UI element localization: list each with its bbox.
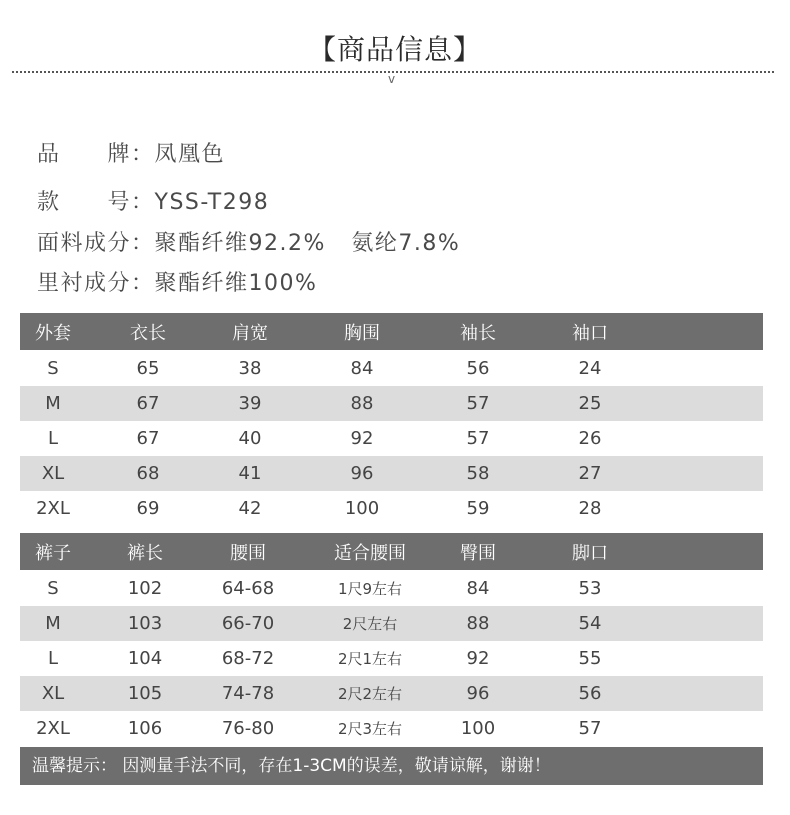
- table-cell: 53: [578, 578, 602, 599]
- table-cell: 105: [127, 683, 163, 704]
- table-cell: 57: [578, 718, 602, 739]
- table-cell: 2尺2左右: [337, 685, 403, 703]
- table-cell: 88: [350, 393, 374, 414]
- info-style-number: [20, 158, 270, 215]
- jacket-header-cell: 袖长: [460, 322, 496, 344]
- pants-header-cell: 脚口: [572, 542, 608, 564]
- table-cell: 38: [238, 358, 262, 379]
- table-cell: 92: [466, 648, 490, 669]
- table-cell: 100: [344, 498, 380, 519]
- pants-header-cell: 裤子: [35, 542, 71, 564]
- table-row: [20, 386, 763, 421]
- table-cell: 54: [578, 613, 602, 634]
- table-cell: 65: [136, 358, 160, 379]
- table-cell: 102: [127, 578, 163, 599]
- table-cell: 100: [460, 718, 496, 739]
- table-row: [20, 641, 763, 676]
- measurement-notice: 温馨提示： 因测量手法不同，存在1-3CM的误差，敬请谅解，谢谢！: [20, 747, 763, 785]
- jacket-header-cell: 衣长: [130, 322, 166, 344]
- table-cell: 64-68: [221, 578, 275, 599]
- table-cell: 2尺1左右: [337, 650, 403, 668]
- size-cell: S: [47, 578, 59, 599]
- jacket-header-cell: 外套: [35, 322, 71, 344]
- info-lining: [20, 239, 318, 296]
- table-cell: 103: [127, 613, 163, 634]
- table-cell: 74-78: [221, 683, 275, 704]
- table-cell: 27: [578, 463, 602, 484]
- table-cell: 67: [136, 428, 160, 449]
- pants-header-cell: 适合腰围: [334, 542, 406, 564]
- info-brand-label: 品 牌：: [37, 142, 155, 167]
- table-cell: 1尺9左右: [337, 580, 403, 598]
- info-lining-value: 聚酯纤维100%: [154, 271, 318, 296]
- table-row: [20, 491, 763, 526]
- size-cell: M: [45, 393, 61, 414]
- size-cell: L: [47, 428, 59, 449]
- table-cell: 68-72: [221, 648, 275, 669]
- table-cell: 58: [466, 463, 490, 484]
- table-cell: 59: [466, 498, 490, 519]
- info-style-number-label: 款 号：: [37, 190, 155, 215]
- info-fabric-value: 聚酯纤维92.2% 氨纶7.8%: [154, 231, 461, 256]
- table-cell: 56: [466, 358, 490, 379]
- table-cell: 88: [466, 613, 490, 634]
- table-cell: 39: [238, 393, 262, 414]
- pants-header-cell: 裤长: [127, 542, 163, 564]
- size-cell: 2XL: [36, 718, 70, 739]
- table-cell: 84: [350, 358, 374, 379]
- jacket-header-cell: 袖口: [572, 322, 608, 344]
- pants-header-cell: 腰围: [230, 542, 266, 564]
- table-cell: 57: [466, 428, 490, 449]
- pants-table-header: [20, 533, 763, 570]
- table-cell: 69: [136, 498, 160, 519]
- table-cell: 40: [238, 428, 262, 449]
- table-cell: 25: [578, 393, 602, 414]
- table-row: [20, 456, 763, 491]
- table-cell: 41: [238, 463, 262, 484]
- table-cell: 96: [466, 683, 490, 704]
- table-row: [20, 351, 763, 386]
- table-row: [20, 571, 763, 606]
- table-cell: 92: [350, 428, 374, 449]
- table-cell: 55: [578, 648, 602, 669]
- info-lining-label: 里衬成分：: [37, 271, 155, 296]
- info-fabric-label: 面料成分：: [37, 231, 155, 256]
- info-brand: [20, 110, 226, 167]
- size-cell: 2XL: [36, 498, 70, 519]
- table-row: [20, 606, 763, 641]
- table-cell: 28: [578, 498, 602, 519]
- table-cell: 57: [466, 393, 490, 414]
- size-cell: XL: [41, 683, 65, 704]
- size-cell: M: [45, 613, 61, 634]
- table-row: [20, 676, 763, 711]
- jacket-header-cell: 胸围: [344, 322, 380, 344]
- table-cell: 67: [136, 393, 160, 414]
- jacket-table-header: [20, 313, 763, 350]
- table-cell: 26: [578, 428, 602, 449]
- table-row: [20, 421, 763, 456]
- info-style-number-value: YSS-T298: [154, 190, 270, 215]
- pants-header-cell: 臀围: [460, 542, 496, 564]
- table-cell: 104: [127, 648, 163, 669]
- info-fabric: [20, 199, 461, 256]
- table-cell: 42: [238, 498, 262, 519]
- table-cell: 68: [136, 463, 160, 484]
- size-cell: XL: [41, 463, 65, 484]
- table-row: [20, 711, 763, 746]
- table-cell: 96: [350, 463, 374, 484]
- table-cell: 106: [127, 718, 163, 739]
- jacket-header-cell: 肩宽: [232, 322, 268, 344]
- table-cell: 56: [578, 683, 602, 704]
- table-cell: 2尺左右: [342, 615, 398, 633]
- chevron-down-icon: v: [388, 72, 396, 86]
- table-cell: 2尺3左右: [337, 720, 403, 738]
- table-cell: 84: [466, 578, 490, 599]
- size-cell: S: [47, 358, 59, 379]
- table-cell: 24: [578, 358, 602, 379]
- table-cell: 76-80: [221, 718, 275, 739]
- info-brand-value: 凤凰色: [154, 142, 226, 167]
- size-cell: L: [47, 648, 59, 669]
- page-title: 【商品信息】: [307, 33, 482, 66]
- table-cell: 66-70: [221, 613, 275, 634]
